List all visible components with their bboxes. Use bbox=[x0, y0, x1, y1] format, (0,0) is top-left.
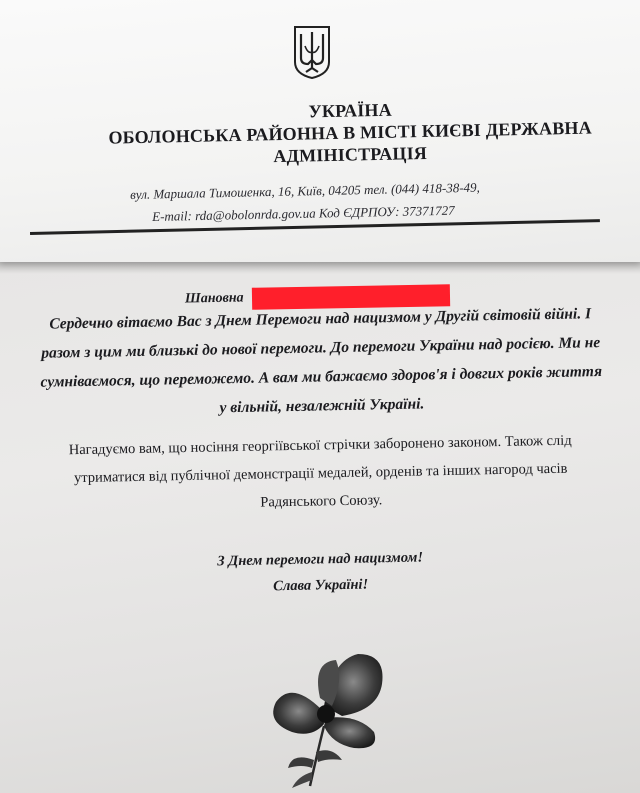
notice-paragraph bbox=[30, 426, 612, 521]
closing-line1: З Днем перемоги над нацизмом! bbox=[217, 549, 424, 570]
greeting-line: Сердечно вітаємо Вас з Днем Перемоги над нацизмом у Другій світовій війні. І bbox=[49, 305, 592, 333]
trident-coat-of-arms-icon bbox=[292, 24, 332, 80]
notice-line: Нагадуємо вам, що носіння георгіївської стрічки заборонено законом. Також слід bbox=[68, 432, 572, 459]
letterhead-address: вул. Маршала Тимошенка, 16, Київ, 04205 тел. (044) 418-38-49, bbox=[130, 179, 480, 202]
poppy-flower-icon bbox=[262, 640, 392, 790]
letterhead-org-line2: АДМІНІСТРАЦІЯ bbox=[273, 142, 428, 167]
letterhead-country: УКРАЇНА bbox=[308, 99, 393, 122]
closing-line2: Слава Україні! bbox=[273, 576, 369, 595]
salutation: Шановна bbox=[184, 290, 244, 307]
greeting-paragraph bbox=[30, 299, 612, 426]
closing bbox=[30, 541, 611, 604]
greeting-line: сумніваємося, що переможемо. А вам ми бажаємо здоров'я і довгих років життя bbox=[40, 363, 603, 391]
letterhead-org-line1: ОБОЛОНСЬКА РАЙОННА В МІСТІ КИЄВІ ДЕРЖАВНА bbox=[108, 117, 593, 148]
notice-line: утриматися від публічної демонстрації медалей, орденів та інших нагород часів bbox=[73, 460, 568, 487]
greeting-line: у вільній, незалежній Україні. bbox=[219, 395, 425, 417]
fold-shadow bbox=[0, 262, 640, 274]
greeting-line: разом з цим ми близькі до нової перемоги. До перемоги України над росією. Ми не bbox=[41, 334, 601, 362]
letterhead-email: E-mail: rda@obolonrda.gov.ua Код ЄДРПОУ: 37371727 bbox=[152, 202, 455, 224]
notice-line: Радянського Союзу. bbox=[260, 492, 383, 511]
